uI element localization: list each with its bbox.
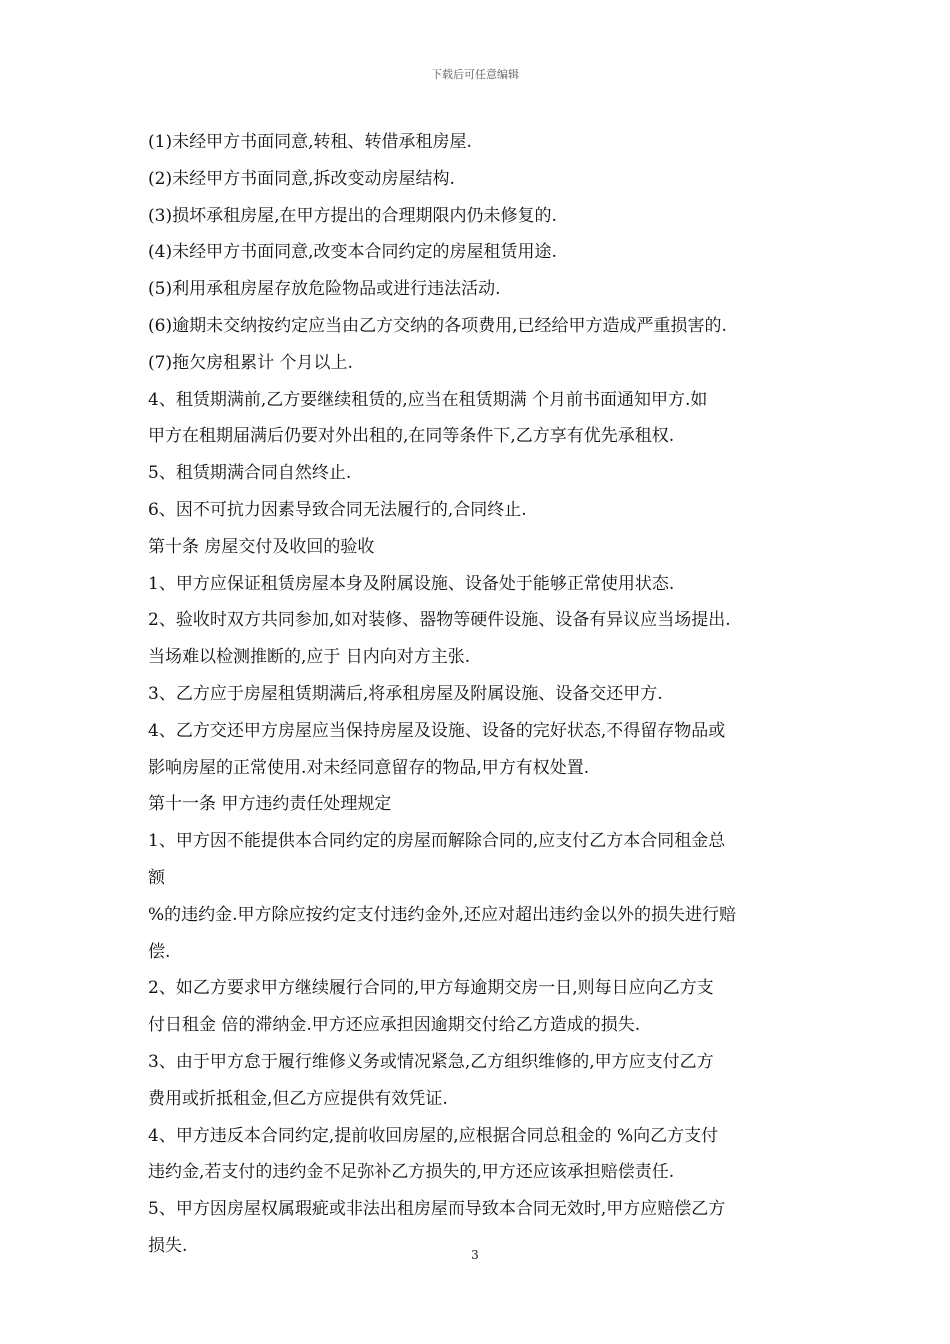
text-line: 5、甲方因房屋权属瑕疵或非法出租房屋而导致本合同无效时,甲方应赔偿乙方	[148, 1199, 726, 1220]
text-line: 偿.	[148, 941, 171, 962]
text-line: (6)逾期未交纳按约定应当由乙方交纳的各项费用,已经给甲方造成严重损害的.	[148, 315, 727, 336]
text-line: 付日租金 倍的滞纳金.甲方还应承担因逾期交付给乙方造成的损失.	[148, 1015, 641, 1036]
text-line: 额	[148, 867, 165, 888]
page-header: 下载后可任意编辑	[431, 68, 519, 81]
text-line: 费用或折抵租金,但乙方应提供有效凭证.	[148, 1088, 448, 1109]
text-line: 违约金,若支付的违约金不足弥补乙方损失的,甲方还应该承担赔偿责任.	[148, 1162, 675, 1183]
text-line: 1、甲方因不能提供本合同约定的房屋而解除合同的,应支付乙方本合同租金总	[148, 831, 726, 852]
text-line: (2)未经甲方书面同意,拆改变动房屋结构.	[148, 168, 455, 189]
text-line: 4、租赁期满前,乙方要继续租赁的,应当在租赁期满 个月前书面通知甲方.如	[148, 389, 708, 410]
text-line: 2、验收时双方共同参加,如对装修、器物等硬件设施、设备有异议应当场提出.	[148, 610, 731, 631]
text-line: (5)利用承租房屋存放危险物品或进行违法活动.	[148, 279, 501, 300]
section-heading: 第十条 房屋交付及收回的验收	[148, 536, 375, 557]
text-line: (1)未经甲方书面同意,转租、转借承租房屋.	[148, 132, 472, 152]
text-line: 4、甲方违反本合同约定,提前收回房屋的,应根据合同总租金的 %向乙方支付	[148, 1125, 719, 1146]
text-line: 4、乙方交还甲方房屋应当保持房屋及设施、设备的完好状态,不得留存物品或	[148, 720, 726, 741]
text-line: 2、如乙方要求甲方继续履行合同的,甲方每逾期交房一日,则每日应向乙方支	[148, 978, 714, 999]
text-line: 6、因不可抗力因素导致合同无法履行的,合同终止.	[148, 499, 527, 520]
text-line: (3)损坏承租房屋,在甲方提出的合理期限内仍未修复的.	[148, 205, 557, 226]
text-line: 3、乙方应于房屋租赁期满后,将承租房屋及附属设施、设备交还甲方.	[148, 683, 663, 704]
section-heading: 第十一条 甲方违约责任处理规定	[148, 794, 392, 815]
text-line: (4)未经甲方书面同意,改变本合同约定的房屋租赁用途.	[148, 242, 557, 263]
page-number: 3	[471, 1248, 479, 1262]
text-line: 3、由于甲方怠于履行维修义务或情况紧急,乙方组织维修的,甲方应支付乙方	[148, 1051, 714, 1072]
document-body	[148, 124, 828, 1265]
text-line: 1、甲方应保证租赁房屋本身及附属设施、设备处于能够正常使用状态.	[148, 573, 675, 594]
text-line: 甲方在租期届满后仍要对外出租的,在同等条件下,乙方享有优先承租权.	[148, 426, 675, 447]
text-line: %的违约金.甲方除应按约定支付违约金外,还应对超出违约金以外的损失进行赔	[148, 904, 736, 925]
text-line: 影响房屋的正常使用.对未经同意留存的物品,甲方有权处置.	[148, 757, 590, 778]
text-line: (7)拖欠房租累计 个月以上.	[148, 352, 353, 373]
text-line: 损失.	[148, 1235, 188, 1256]
text-line: 当场难以检测推断的,应于 日内向对方主张.	[148, 647, 471, 668]
text-line: 5、租赁期满合同自然终止.	[148, 463, 352, 484]
